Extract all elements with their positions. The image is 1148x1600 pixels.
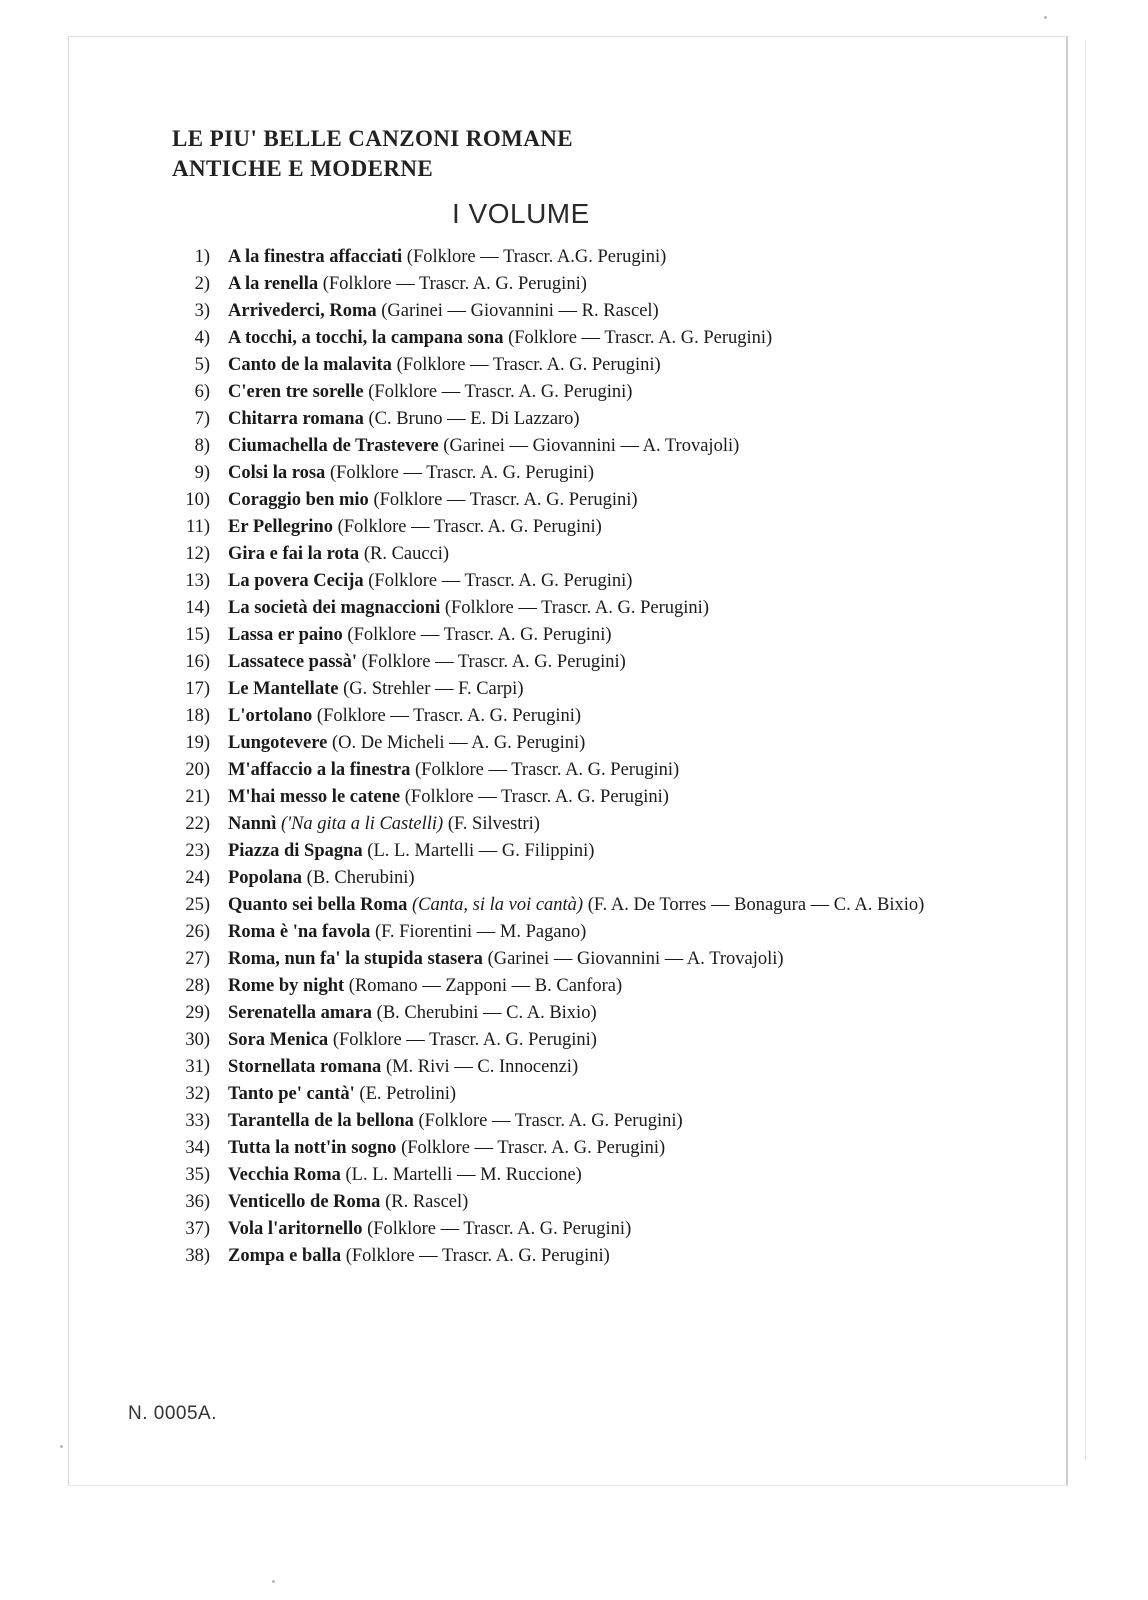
song-credits: (Folklore — Trascr. A. G. Perugini) xyxy=(508,328,773,348)
song-entry xyxy=(228,892,948,919)
song-entry xyxy=(228,244,948,271)
song-number: 33) xyxy=(185,1111,210,1131)
song-credits: (Folklore — Trascr. A. G. Perugini) xyxy=(373,490,638,510)
song-entry xyxy=(228,1189,948,1216)
song-title: Canto de la malavita xyxy=(228,355,392,375)
song-credits: (O. De Micheli — A. G. Perugini) xyxy=(331,733,586,753)
song-number: 9) xyxy=(194,463,210,483)
song-credits: (E. Petrolini) xyxy=(359,1084,456,1104)
song-title: Ciumachella de Trastevere xyxy=(228,436,439,456)
song-entry xyxy=(228,703,948,730)
song-entry xyxy=(228,595,948,622)
song-item xyxy=(168,811,948,838)
song-number: 24) xyxy=(185,868,210,888)
song-number: 34) xyxy=(185,1138,210,1158)
song-title: Tutta la nott'in sogno xyxy=(228,1138,397,1158)
song-number: 37) xyxy=(185,1219,210,1239)
song-item xyxy=(168,1081,948,1108)
song-credits: (Folklore — Trascr. A. G. Perugini) xyxy=(345,1246,610,1266)
song-number: 13) xyxy=(185,571,210,591)
song-entry xyxy=(228,649,948,676)
song-number: 10) xyxy=(185,490,210,510)
song-entry xyxy=(228,271,948,298)
song-credits: (Garinei — Giovannini — R. Rascel) xyxy=(381,301,659,321)
song-item xyxy=(168,541,948,568)
song-number: 18) xyxy=(185,706,210,726)
song-item xyxy=(168,595,948,622)
song-credits: (L. L. Martelli — M. Ruccione) xyxy=(345,1165,582,1185)
song-title: M'hai messo le catene xyxy=(228,787,401,807)
song-entry xyxy=(228,460,948,487)
song-credits: (Folklore — Trascr. A. G. Perugini) xyxy=(367,1219,632,1239)
song-number: 32) xyxy=(185,1084,210,1104)
song-entry xyxy=(228,838,948,865)
song-number: 30) xyxy=(185,1030,210,1050)
song-entry xyxy=(228,1216,948,1243)
song-entry xyxy=(228,1108,948,1135)
song-credits: (Folklore — Trascr. A. G. Perugini) xyxy=(396,355,661,375)
song-credits: (R. Rascel) xyxy=(385,1192,469,1212)
song-item xyxy=(168,730,948,757)
song-title: Lassatece passà' xyxy=(228,652,357,672)
song-credits: (Folklore — Trascr. A. G. Perugini) xyxy=(368,571,633,591)
song-credits: (Folklore — Trascr. A. G. Perugini) xyxy=(337,517,602,537)
heading-line-1: LE PIU' BELLE CANZONI ROMANE xyxy=(172,126,573,151)
song-item xyxy=(168,433,948,460)
song-entry xyxy=(228,730,948,757)
song-title: Stornellata romana xyxy=(228,1057,382,1077)
heading-line-2: ANTICHE E MODERNE xyxy=(172,156,434,181)
song-item xyxy=(168,460,948,487)
song-entry xyxy=(228,1054,948,1081)
song-item xyxy=(168,271,948,298)
song-title: Gira e fai la rota xyxy=(228,544,360,564)
song-title: Zompa e balla xyxy=(228,1246,342,1266)
song-credits: (B. Cherubini) xyxy=(306,868,415,888)
song-entry xyxy=(228,811,948,838)
song-number: 28) xyxy=(185,976,210,996)
song-item xyxy=(168,865,948,892)
song-item xyxy=(168,676,948,703)
song-title: A tocchi, a tocchi, la campana sona xyxy=(228,328,504,348)
song-credits: (F. A. De Torres — Bonagura — C. A. Bixio) xyxy=(587,895,925,915)
song-title: Er Pellegrino xyxy=(228,517,333,537)
song-title: Coraggio ben mio xyxy=(228,490,369,510)
song-entry xyxy=(228,1081,948,1108)
song-item xyxy=(168,1162,948,1189)
song-item xyxy=(168,1189,948,1216)
song-number: 27) xyxy=(185,949,210,969)
scan-speck xyxy=(272,1580,275,1583)
song-number: 3) xyxy=(194,301,210,321)
song-number: 17) xyxy=(185,679,210,699)
song-entry xyxy=(228,1135,948,1162)
song-entry xyxy=(228,946,948,973)
song-number: 20) xyxy=(185,760,210,780)
song-title: Roma, nun fa' la stupida stasera xyxy=(228,949,483,969)
song-entry xyxy=(228,973,948,1000)
song-item xyxy=(168,325,948,352)
song-number: 22) xyxy=(185,814,210,834)
song-item xyxy=(168,379,948,406)
song-credits: (Folklore — Trascr. A. G. Perugini) xyxy=(329,463,595,483)
song-entry xyxy=(228,325,948,352)
catalog-number: N. 0005A. xyxy=(128,1403,217,1424)
song-title: C'eren tre sorelle xyxy=(228,382,364,402)
song-entry xyxy=(228,865,948,892)
song-item xyxy=(168,919,948,946)
scan-speck xyxy=(1044,16,1047,19)
song-number: 2) xyxy=(194,274,210,294)
song-title: Roma è 'na favola xyxy=(228,922,371,942)
song-item xyxy=(168,838,948,865)
song-item xyxy=(168,406,948,433)
song-number: 11) xyxy=(186,517,210,537)
song-number: 21) xyxy=(185,787,210,807)
song-credits: (Folklore — Trascr. A. G. Perugini) xyxy=(347,625,612,645)
song-entry xyxy=(228,541,948,568)
song-credits: (F. Fiorentini — M. Pagano) xyxy=(374,922,587,942)
song-credits: (Folklore — Trascr. A.G. Perugini) xyxy=(406,247,667,267)
song-item xyxy=(168,514,948,541)
song-credits: (Folklore — Trascr. A. G. Perugini) xyxy=(418,1111,683,1131)
song-entry xyxy=(228,514,948,541)
song-item xyxy=(168,1243,948,1270)
song-number: 31) xyxy=(185,1057,210,1077)
song-credits: (Folklore — Trascr. A. G. Perugini) xyxy=(444,598,709,618)
song-title: Chitarra romana xyxy=(228,409,364,429)
scan-speck xyxy=(60,1445,63,1448)
song-item xyxy=(168,703,948,730)
song-credits: (L. L. Martelli — G. Filippini) xyxy=(367,841,595,861)
song-number: 1) xyxy=(194,247,210,267)
song-item xyxy=(168,244,948,271)
song-entry xyxy=(228,1027,948,1054)
song-title: Colsi la rosa xyxy=(228,463,326,483)
song-number: 8) xyxy=(194,436,210,456)
song-item xyxy=(168,1054,948,1081)
song-subtitle: (Canta, si la voi cantà) xyxy=(411,895,584,915)
song-title: Vola l'aritornello xyxy=(228,1219,363,1239)
song-entry xyxy=(228,1243,948,1270)
song-entry xyxy=(228,1162,948,1189)
song-item xyxy=(168,298,948,325)
song-title: Lassa er paino xyxy=(228,625,343,645)
song-title: Lungotevere xyxy=(228,733,328,753)
song-number: 26) xyxy=(185,922,210,942)
song-title: Quanto sei bella Roma xyxy=(228,895,408,915)
song-credits: (Garinei — Giovannini — A. Trovajoli) xyxy=(487,949,784,969)
song-item xyxy=(168,649,948,676)
song-entry xyxy=(228,622,948,649)
song-number: 5) xyxy=(194,355,210,375)
song-number: 36) xyxy=(185,1192,210,1212)
song-item xyxy=(168,1000,948,1027)
song-entry xyxy=(228,487,948,514)
song-credits: (Folklore — Trascr. A. G. Perugini) xyxy=(322,274,587,294)
song-item xyxy=(168,757,948,784)
song-entry xyxy=(228,406,948,433)
song-number: 14) xyxy=(185,598,210,618)
song-entry xyxy=(228,352,948,379)
song-title: Vecchia Roma xyxy=(228,1165,341,1185)
song-item xyxy=(168,973,948,1000)
song-subtitle: ('Na gita a li Castelli) xyxy=(280,814,444,834)
song-credits: (Romano — Zapponi — B. Canfora) xyxy=(348,976,623,996)
song-entry xyxy=(228,676,948,703)
song-number: 16) xyxy=(185,652,210,672)
song-credits: (C. Bruno — E. Di Lazzaro) xyxy=(368,409,580,429)
song-title: Rome by night xyxy=(228,976,345,996)
song-title: Piazza di Spagna xyxy=(228,841,363,861)
song-credits: (Folklore — Trascr. A. G. Perugini) xyxy=(368,382,633,402)
song-number: 23) xyxy=(185,841,210,861)
song-title: Arrivederci, Roma xyxy=(228,301,377,321)
song-number: 19) xyxy=(185,733,210,753)
song-credits: (Folklore — Trascr. A. G. Perugini) xyxy=(361,652,626,672)
song-item xyxy=(168,568,948,595)
song-title: L'ortolano xyxy=(228,706,313,726)
song-title: Sora Menica xyxy=(228,1030,329,1050)
song-entry xyxy=(228,379,948,406)
volume-title: I VOLUME xyxy=(452,198,590,229)
song-number: 7) xyxy=(194,409,210,429)
song-item xyxy=(168,1108,948,1135)
song-title: Nannì xyxy=(228,814,277,834)
song-credits: (Folklore — Trascr. A. G. Perugini) xyxy=(401,1138,666,1158)
song-item xyxy=(168,1027,948,1054)
song-number: 4) xyxy=(194,328,210,348)
song-entry xyxy=(228,568,948,595)
song-number: 25) xyxy=(185,895,210,915)
song-title: M'affaccio a la finestra xyxy=(228,760,411,780)
song-entry xyxy=(228,433,948,460)
song-item xyxy=(168,892,948,919)
song-entry xyxy=(228,919,948,946)
song-title: Le Mantellate xyxy=(228,679,339,699)
song-credits: (Folklore — Trascr. A. G. Perugini) xyxy=(415,760,680,780)
song-title: La società dei magnaccioni xyxy=(228,598,441,618)
song-credits: (Garinei — Giovannini — A. Trovajoli) xyxy=(443,436,740,456)
song-title: A la renella xyxy=(228,274,319,294)
song-item xyxy=(168,352,948,379)
song-item xyxy=(168,1135,948,1162)
song-item xyxy=(168,784,948,811)
song-credits: (R. Caucci) xyxy=(363,544,450,564)
song-title: A la finestra affacciati xyxy=(228,247,403,267)
book-heading xyxy=(172,124,573,184)
song-list xyxy=(168,244,948,1270)
song-credits: (M. Rivi — C. Innocenzi) xyxy=(385,1057,579,1077)
song-item xyxy=(168,487,948,514)
song-item xyxy=(168,622,948,649)
song-number: 6) xyxy=(194,382,210,402)
song-title: Tarantella de la bellona xyxy=(228,1111,414,1131)
song-entry xyxy=(228,757,948,784)
song-title: Serenatella amara xyxy=(228,1003,373,1023)
song-entry xyxy=(228,1000,948,1027)
song-title: Popolana xyxy=(228,868,303,888)
song-title: La povera Cecija xyxy=(228,571,364,591)
song-credits: (Folklore — Trascr. A. G. Perugini) xyxy=(404,787,669,807)
page-edge xyxy=(1085,40,1086,1460)
song-item xyxy=(168,946,948,973)
song-number: 38) xyxy=(185,1246,210,1266)
song-credits: (Folklore — Trascr. A. G. Perugini) xyxy=(316,706,582,726)
song-entry xyxy=(228,784,948,811)
song-title: Venticello de Roma xyxy=(228,1192,381,1212)
song-title: Tanto pe' cantà' xyxy=(228,1084,355,1104)
song-credits: (B. Cherubini — C. A. Bixio) xyxy=(376,1003,597,1023)
song-credits: (G. Strehler — F. Carpi) xyxy=(343,679,524,699)
song-credits: (Folklore — Trascr. A. G. Perugini) xyxy=(332,1030,597,1050)
song-number: 15) xyxy=(185,625,210,645)
song-number: 29) xyxy=(185,1003,210,1023)
song-item xyxy=(168,1216,948,1243)
song-number: 35) xyxy=(185,1165,210,1185)
song-number: 12) xyxy=(185,544,210,564)
song-credits: (F. Silvestri) xyxy=(447,814,540,834)
song-entry xyxy=(228,298,948,325)
